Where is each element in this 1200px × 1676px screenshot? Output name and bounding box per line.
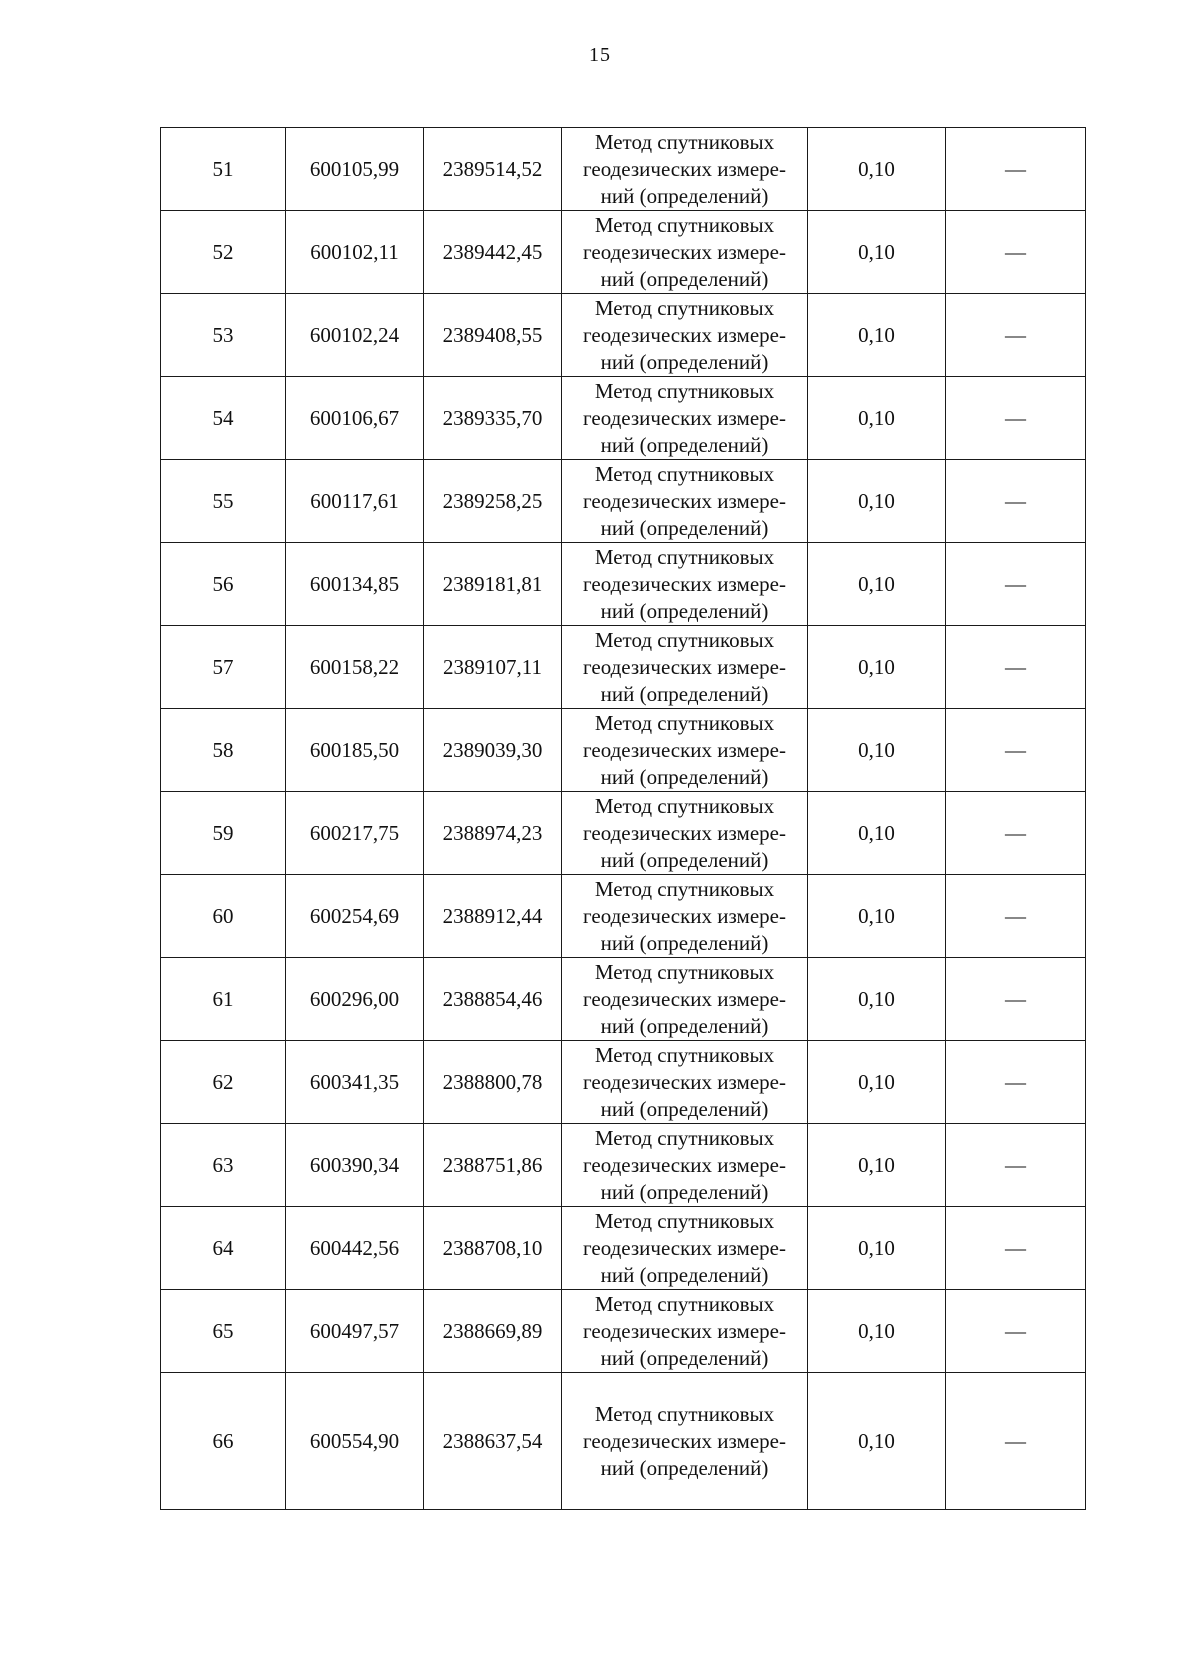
method-line: ний (определений) [600, 764, 769, 789]
table-row [161, 460, 1086, 543]
method-cell [562, 875, 808, 958]
point-number-cell: 63 [161, 1124, 286, 1207]
method-line: Метод спутниковых [594, 378, 775, 403]
y-coordinate-cell: 2388637,54 [424, 1373, 562, 1510]
y-coordinate-cell: 2388669,89 [424, 1290, 562, 1373]
method-line: Метод спутниковых [594, 793, 775, 818]
method-cell [562, 709, 808, 792]
method-line: геодезических измере- [583, 986, 786, 1011]
accuracy-cell: 0,10 [808, 211, 946, 294]
coordinates-table-body [161, 128, 1086, 1510]
method-cell [562, 958, 808, 1041]
method-line: ний (определений) [600, 1096, 769, 1121]
y-coordinate-cell: 2388800,78 [424, 1041, 562, 1124]
table-row [161, 294, 1086, 377]
accuracy-cell: 0,10 [808, 792, 946, 875]
method-line: геодезических измере- [583, 322, 786, 347]
accuracy-cell: 0,10 [808, 1041, 946, 1124]
method-line: ний (определений) [600, 1179, 769, 1204]
method-cell [562, 792, 808, 875]
point-number-cell: 57 [161, 626, 286, 709]
method-line: геодезических измере- [583, 239, 786, 264]
y-coordinate-cell: 2389258,25 [424, 460, 562, 543]
method-line: геодезических измере- [583, 488, 786, 513]
accuracy-cell: 0,10 [808, 875, 946, 958]
table-row [161, 211, 1086, 294]
method-line: геодезических измере- [583, 654, 786, 679]
x-coordinate-cell: 600254,69 [286, 875, 424, 958]
coordinates-table [160, 127, 1086, 1510]
point-number-cell: 61 [161, 958, 286, 1041]
method-line: Метод спутниковых [594, 129, 775, 154]
point-number-cell: 54 [161, 377, 286, 460]
method-cell [562, 626, 808, 709]
x-coordinate-cell: 600105,99 [286, 128, 424, 211]
method-line: ний (определений) [600, 349, 769, 374]
point-number-cell: 51 [161, 128, 286, 211]
table-row [161, 128, 1086, 211]
method-cell [562, 377, 808, 460]
method-line: ний (определений) [600, 432, 769, 457]
accuracy-cell: 0,10 [808, 543, 946, 626]
x-coordinate-cell: 600117,61 [286, 460, 424, 543]
note-cell: — [946, 1207, 1086, 1290]
method-line: геодезических измере- [583, 1235, 786, 1260]
x-coordinate-cell: 600102,24 [286, 294, 424, 377]
y-coordinate-cell: 2389039,30 [424, 709, 562, 792]
method-line: геодезических измере- [583, 737, 786, 762]
y-coordinate-cell: 2389442,45 [424, 211, 562, 294]
method-cell [562, 460, 808, 543]
accuracy-cell: 0,10 [808, 1207, 946, 1290]
note-cell: — [946, 958, 1086, 1041]
note-cell: — [946, 709, 1086, 792]
point-number-cell: 56 [161, 543, 286, 626]
table-row [161, 626, 1086, 709]
x-coordinate-cell: 600296,00 [286, 958, 424, 1041]
method-line: Метод спутниковых [594, 627, 775, 652]
method-line: ний (определений) [600, 598, 769, 623]
method-cell [562, 211, 808, 294]
note-cell: — [946, 792, 1086, 875]
table-row [161, 377, 1086, 460]
accuracy-cell: 0,10 [808, 626, 946, 709]
method-line: геодезических измере- [583, 820, 786, 845]
page-number: 15 [589, 44, 611, 66]
method-line: Метод спутниковых [594, 295, 775, 320]
method-line: ний (определений) [600, 1013, 769, 1038]
method-cell [562, 1373, 808, 1510]
x-coordinate-cell: 600217,75 [286, 792, 424, 875]
note-cell: — [946, 626, 1086, 709]
table-row [161, 958, 1086, 1041]
method-line: Метод спутниковых [594, 1125, 775, 1150]
note-cell: — [946, 294, 1086, 377]
note-cell: — [946, 460, 1086, 543]
x-coordinate-cell: 600341,35 [286, 1041, 424, 1124]
method-cell [562, 543, 808, 626]
method-line: геодезических измере- [583, 1152, 786, 1177]
method-line: геодезических измере- [583, 571, 786, 596]
method-line: геодезических измере- [583, 1069, 786, 1094]
note-cell: — [946, 1041, 1086, 1124]
table-row [161, 709, 1086, 792]
y-coordinate-cell: 2389107,11 [424, 626, 562, 709]
x-coordinate-cell: 600158,22 [286, 626, 424, 709]
method-line: ний (определений) [600, 930, 769, 955]
y-coordinate-cell: 2388751,86 [424, 1124, 562, 1207]
accuracy-cell: 0,10 [808, 377, 946, 460]
method-cell [562, 1290, 808, 1373]
accuracy-cell: 0,10 [808, 128, 946, 211]
point-number-cell: 59 [161, 792, 286, 875]
accuracy-cell: 0,10 [808, 1124, 946, 1207]
point-number-cell: 52 [161, 211, 286, 294]
y-coordinate-cell: 2389514,52 [424, 128, 562, 211]
method-line: геодезических измере- [583, 1318, 786, 1343]
point-number-cell: 62 [161, 1041, 286, 1124]
point-number-cell: 58 [161, 709, 286, 792]
table-row [161, 792, 1086, 875]
method-line: Метод спутниковых [594, 212, 775, 237]
table-row [161, 543, 1086, 626]
x-coordinate-cell: 600554,90 [286, 1373, 424, 1510]
point-number-cell: 55 [161, 460, 286, 543]
method-cell [562, 1041, 808, 1124]
note-cell: — [946, 1373, 1086, 1510]
point-number-cell: 64 [161, 1207, 286, 1290]
table-row [161, 1290, 1086, 1373]
method-line: Метод спутниковых [594, 1401, 775, 1426]
table-row [161, 1373, 1086, 1510]
point-number-cell: 66 [161, 1373, 286, 1510]
method-line: ний (определений) [600, 1345, 769, 1370]
x-coordinate-cell: 600185,50 [286, 709, 424, 792]
point-number-cell: 65 [161, 1290, 286, 1373]
method-line: Метод спутниковых [594, 1291, 775, 1316]
method-cell [562, 294, 808, 377]
method-line: ний (определений) [600, 515, 769, 540]
y-coordinate-cell: 2388974,23 [424, 792, 562, 875]
point-number-cell: 53 [161, 294, 286, 377]
note-cell: — [946, 211, 1086, 294]
y-coordinate-cell: 2389181,81 [424, 543, 562, 626]
method-line: ний (определений) [600, 266, 769, 291]
note-cell: — [946, 377, 1086, 460]
method-line: ний (определений) [600, 183, 769, 208]
x-coordinate-cell: 600106,67 [286, 377, 424, 460]
x-coordinate-cell: 600390,34 [286, 1124, 424, 1207]
method-line: Метод спутниковых [594, 710, 775, 735]
y-coordinate-cell: 2388912,44 [424, 875, 562, 958]
x-coordinate-cell: 600102,11 [286, 211, 424, 294]
x-coordinate-cell: 600442,56 [286, 1207, 424, 1290]
method-line: геодезических измере- [583, 405, 786, 430]
method-line: ний (определений) [600, 847, 769, 872]
method-line: ний (определений) [600, 681, 769, 706]
method-line: геодезических измере- [583, 903, 786, 928]
y-coordinate-cell: 2388708,10 [424, 1207, 562, 1290]
y-coordinate-cell: 2389335,70 [424, 377, 562, 460]
method-line: Метод спутниковых [594, 876, 775, 901]
accuracy-cell: 0,10 [808, 1290, 946, 1373]
method-line: Метод спутниковых [594, 1042, 775, 1067]
x-coordinate-cell: 600497,57 [286, 1290, 424, 1373]
note-cell: — [946, 1124, 1086, 1207]
method-line: ний (определений) [600, 1262, 769, 1287]
method-line: геодезических измере- [583, 1428, 786, 1453]
method-cell [562, 1207, 808, 1290]
method-line: Метод спутниковых [594, 959, 775, 984]
note-cell: — [946, 128, 1086, 211]
accuracy-cell: 0,10 [808, 294, 946, 377]
table-row [161, 875, 1086, 958]
table-row [161, 1207, 1086, 1290]
accuracy-cell: 0,10 [808, 958, 946, 1041]
note-cell: — [946, 1290, 1086, 1373]
note-cell: — [946, 875, 1086, 958]
method-cell [562, 1124, 808, 1207]
method-line: Метод спутниковых [594, 544, 775, 569]
method-cell [562, 128, 808, 211]
table-row [161, 1124, 1086, 1207]
x-coordinate-cell: 600134,85 [286, 543, 424, 626]
accuracy-cell: 0,10 [808, 1373, 946, 1510]
method-line: Метод спутниковых [594, 1208, 775, 1233]
accuracy-cell: 0,10 [808, 460, 946, 543]
y-coordinate-cell: 2389408,55 [424, 294, 562, 377]
note-cell: — [946, 543, 1086, 626]
table-row [161, 1041, 1086, 1124]
method-line: ний (определений) [600, 1455, 769, 1480]
point-number-cell: 60 [161, 875, 286, 958]
method-line: Метод спутниковых [594, 461, 775, 486]
y-coordinate-cell: 2388854,46 [424, 958, 562, 1041]
method-line: геодезических измере- [583, 156, 786, 181]
accuracy-cell: 0,10 [808, 709, 946, 792]
